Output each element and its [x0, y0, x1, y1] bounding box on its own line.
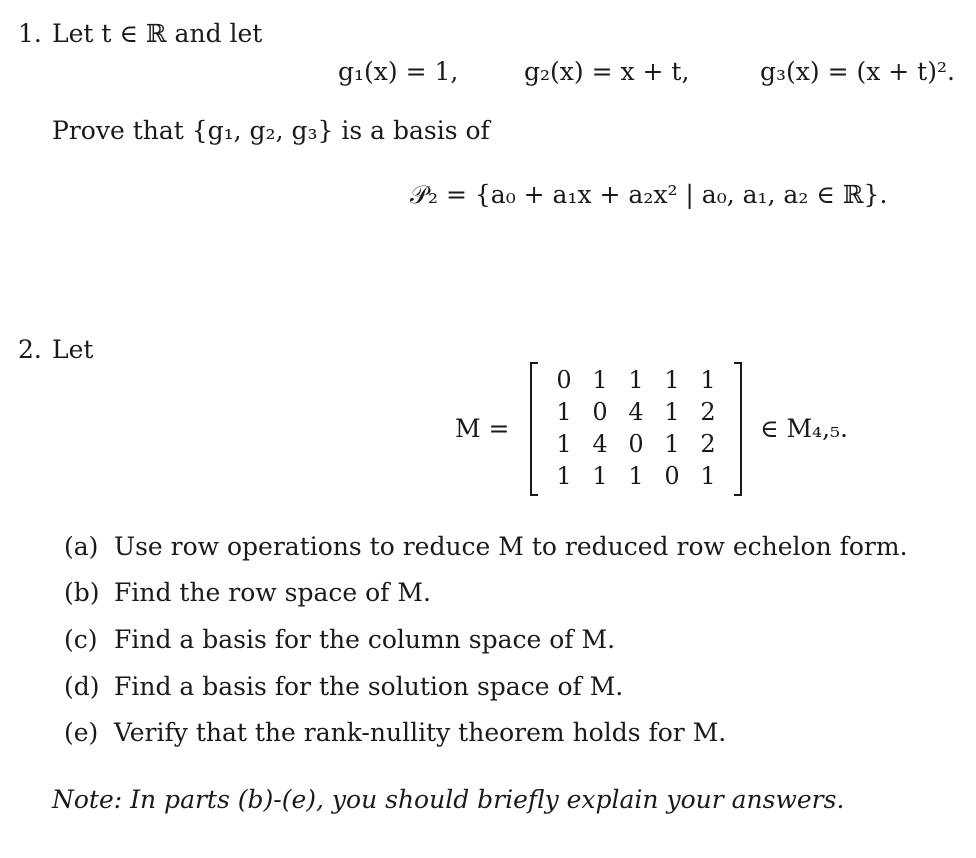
matrix-cell: 1 [700, 462, 716, 490]
matrix-left-bracket [530, 362, 538, 496]
matrix-right-bracket [734, 362, 742, 496]
matrix-row [546, 364, 726, 396]
matrix-cell: 2 [700, 430, 716, 458]
matrix-cell: 2 [700, 398, 716, 426]
matrix-cell: 1 [592, 462, 608, 490]
polynomial-space-definition: 𝒫₂ = {a₀ + a₁x + a₂x² | a₀, a₁, a₂ ∈ ℝ}. [410, 180, 888, 209]
matrix-cell: 0 [592, 398, 608, 426]
matrix-row [546, 460, 726, 492]
g3-definition: g₃(x) = (x + t)². [760, 57, 955, 86]
note: Note: In parts (b)-(e), you should briefly explain your answers. [52, 785, 845, 814]
part-label: (d) [64, 672, 100, 701]
matrix-cell: 1 [628, 366, 644, 394]
part-text: Use row operations to reduce M to reduced row echelon form. [114, 532, 908, 561]
matrix-cell: 4 [628, 398, 644, 426]
matrix-cell: 4 [592, 430, 608, 458]
part-label: (b) [64, 578, 100, 607]
matrix-cell: 0 [628, 430, 644, 458]
part-text: Find a basis for the solution space of M. [114, 672, 624, 701]
part-text: Find the row space of M. [114, 578, 431, 607]
problem-1-intro: Let t ∈ ℝ and let [52, 19, 263, 48]
matrix-cell: 1 [556, 430, 572, 458]
matrix-cell: 1 [628, 462, 644, 490]
part-text: Verify that the rank-nullity theorem holds for M. [114, 718, 727, 747]
matrix-cell: 1 [700, 366, 716, 394]
matrix-cell: 0 [664, 462, 680, 490]
g1-definition: g₁(x) = 1, [338, 57, 459, 86]
problem-2-number: 2. [18, 335, 42, 364]
matrix-cell: 0 [556, 366, 572, 394]
matrix-membership: ∈ M₄,₅. [760, 414, 848, 443]
matrix-cell: 1 [556, 462, 572, 490]
matrix-row [546, 396, 726, 428]
problem-1-number: 1. [18, 19, 42, 48]
part-text: Find a basis for the column space of M. [114, 625, 616, 654]
part-label: (c) [64, 625, 98, 654]
matrix-label: M = [455, 414, 510, 443]
matrix-cell: 1 [664, 398, 680, 426]
matrix-cell: 1 [664, 430, 680, 458]
part-label: (a) [64, 532, 99, 561]
matrix-cell: 1 [556, 398, 572, 426]
part-label: (e) [64, 718, 99, 747]
problem-2-intro: Let [52, 335, 94, 364]
matrix-cell: 1 [592, 366, 608, 394]
matrix-row [546, 428, 726, 460]
matrix-cell: 1 [664, 366, 680, 394]
matrix-m [530, 362, 742, 496]
g2-definition: g₂(x) = x + t, [524, 57, 690, 86]
prove-statement: Prove that {g₁, g₂, g₃} is a basis of [52, 116, 490, 145]
